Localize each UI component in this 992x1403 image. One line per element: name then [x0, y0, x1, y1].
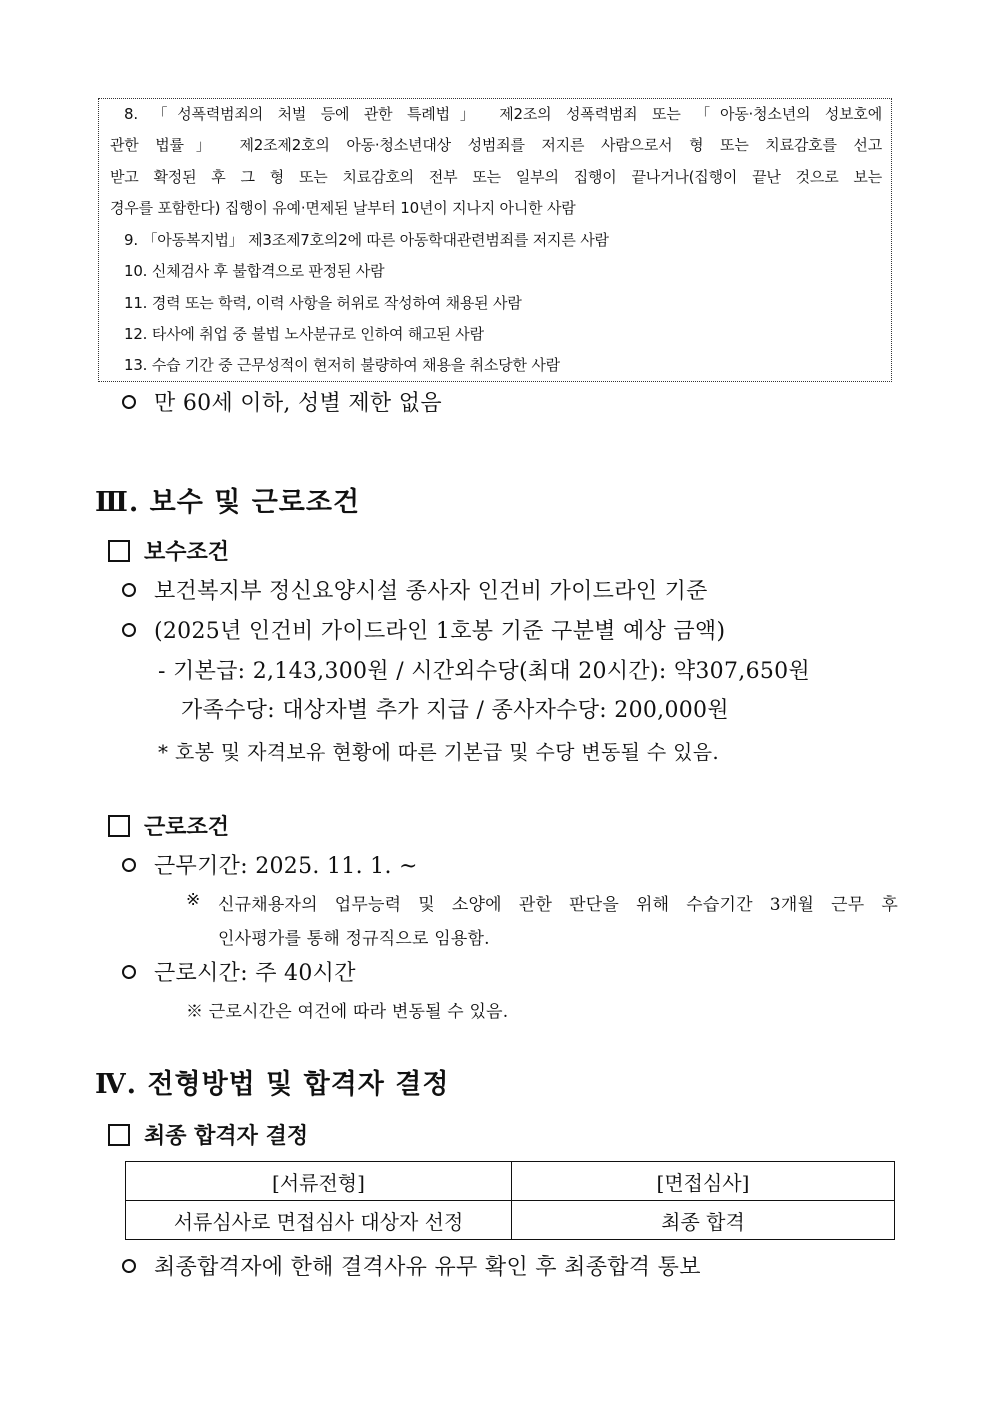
disqualification-item-12: 12. 타사에 취업 중 불법 노사분규로 인하여 해고된 사람 [124, 325, 484, 343]
pay-note: * 호봉 및 자격보유 현황에 따른 기본급 및 수당 변동될 수 있음. [158, 740, 720, 764]
work-period-text: 근무기간: 2025. 11. 1. ~ [154, 854, 418, 879]
work-heading-text: 근로조건 [144, 814, 230, 840]
table-cell: 서류심사로 면접심사 대상자 선정 [126, 1201, 512, 1240]
checkbox-square-icon [108, 540, 130, 562]
final-decision-heading-text: 최종 합격자 결정 [144, 1123, 309, 1149]
disqualification-item-13: 13. 수습 기간 중 근무성적이 현저히 불량하여 채용을 취소당한 사람 [124, 356, 560, 374]
period-note-line2: 인사평가를 통해 정규직으로 임용함. [218, 929, 490, 949]
section4-title: Ⅳ. 전형방법 및 합격자 결정 [95, 1069, 450, 1100]
circle-bullet-icon [122, 623, 136, 637]
section3-title: Ⅲ. 보수 및 근로조건 [95, 487, 361, 518]
pay-item-2 [122, 614, 725, 645]
circle-bullet-icon [122, 965, 136, 979]
pay-item-1-text: 보건복지부 정신요양시설 종사자 인건비 가이드라인 기준 [154, 579, 708, 604]
checkbox-square-icon [108, 815, 130, 837]
disqualification-item-8-line1: 8. 「성폭력범죄의 처벌 등에 관한 특례법」 제2조의 성폭력범죄 또는 「아동·청소년의 성보호에 [124, 105, 882, 123]
disqualification-item-11: 11. 경력 또는 학력, 이력 사항을 허위로 작성하여 채용된 사람 [124, 294, 522, 312]
selection-table [125, 1161, 895, 1240]
checkbox-square-icon [108, 1124, 130, 1146]
work-hours [122, 956, 356, 987]
pay-item-2-text: (2025년 인건비 가이드라인 1호봉 기준 구분별 예상 금액) [154, 619, 726, 644]
disqualification-item-10: 10. 신체검사 후 불합격으로 판정된 사람 [124, 262, 385, 280]
disqualification-item-8-line2: 관한 법률」 제2조제2호의 아동·청소년대상 성범죄를 저지른 사람으로서 형 또는 치료감호를 선고 [110, 136, 882, 154]
pay-item-1 [122, 574, 708, 605]
table-header-cell: [면접심사] [512, 1162, 895, 1201]
reference-mark: ※ [186, 890, 201, 910]
circle-bullet-icon [122, 1259, 136, 1273]
disqualification-item-8-line3: 받고 확정된 후 그 형 또는 치료감호의 전부 또는 일부의 집행이 끝나거나(집행이 끝난 것으로 보는 [110, 168, 882, 186]
work-heading [108, 810, 229, 841]
table-header-row [126, 1162, 895, 1201]
period-note-line1: 신규채용자의 업무능력 및 소양에 관한 판단을 위해 수습기간 3개월 근무 후 [218, 895, 898, 915]
table-row [126, 1201, 895, 1240]
final-decision-heading [108, 1119, 308, 1150]
circle-bullet-icon [122, 583, 136, 597]
circle-bullet-icon [122, 858, 136, 872]
final-note-text: 최종합격자에 한해 결격사유 유무 확인 후 최종합격 통보 [154, 1255, 701, 1280]
final-note [122, 1250, 701, 1281]
work-period [122, 849, 418, 880]
disqualification-item-8-line4: 경우를 포함한다) 집행이 유예·면제된 날부터 10년이 지나지 아니한 사람 [110, 199, 576, 217]
disqualification-item-9: 9. 「아동복지법」 제3조제7호의2에 따른 아동학대관련범죄를 저지른 사람 [124, 231, 609, 249]
age-condition-text: 만 60세 이하, 성별 제한 없음 [154, 391, 442, 416]
age-condition [122, 386, 442, 417]
table-header-cell: [서류전형] [126, 1162, 512, 1201]
pay-detail-line1: - 기본급: 2,143,300원 / 시간외수당(최대 20시간): 약307,650원 [158, 659, 811, 684]
hours-note: ※ 근로시간은 여건에 따라 변동될 수 있음. [186, 1002, 509, 1022]
pay-heading-text: 보수조건 [144, 539, 230, 565]
pay-detail-line2: 가족수당: 대상자별 추가 지급 / 종사자수당: 200,000원 [181, 698, 729, 723]
table-cell: 최종 합격 [512, 1201, 895, 1240]
pay-heading [108, 535, 229, 566]
work-hours-text: 근로시간: 주 40시간 [154, 961, 356, 986]
circle-bullet-icon [122, 395, 136, 409]
